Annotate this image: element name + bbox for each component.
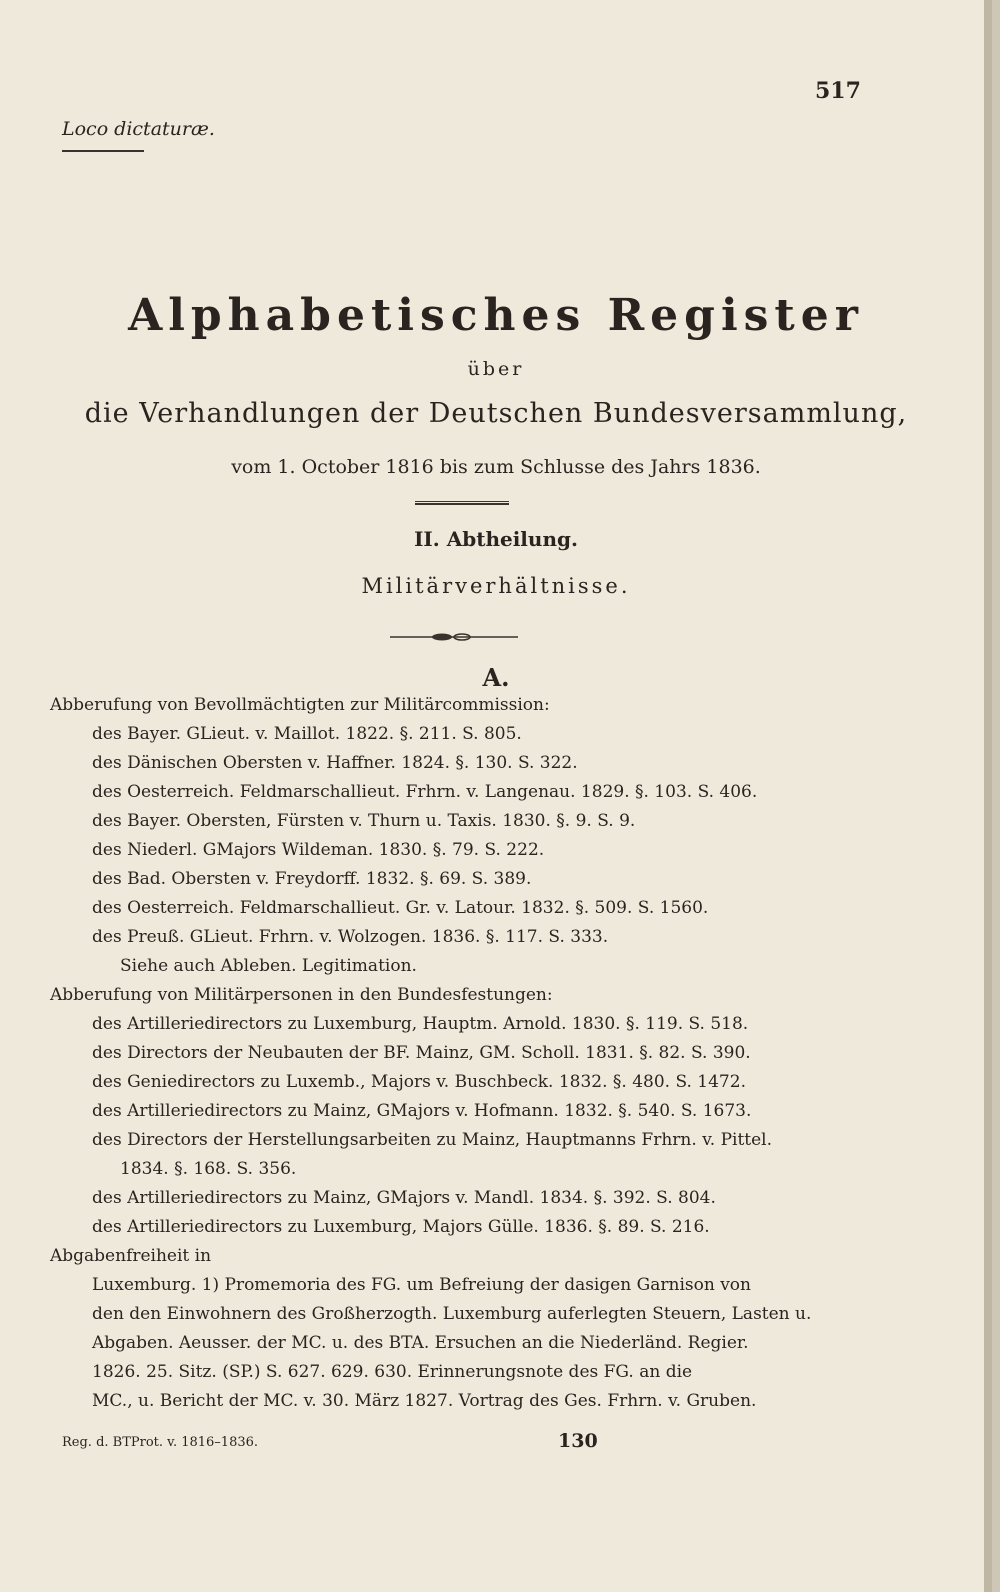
page-number: 517 <box>815 78 861 104</box>
entry-line: des Artilleriedirectors zu Luxemburg, Hauptm. Arnold. 1830. §. 119. S. 518. <box>92 1014 749 1034</box>
subtitle-line-1: die Verhandlungen der Deutschen Bundesversammlung, <box>84 398 908 429</box>
entry-paragraph-line: Luxemburg. 1) Promemoria des FG. um Befreiung der dasigen Garnison von <box>92 1275 751 1295</box>
entry-line: des Oesterreich. Feldmarschallieut. Frhrn. v. Langenau. 1829. §. 103. S. 406. <box>92 782 758 802</box>
entry-paragraph-line: den den Einwohnern des Großherzogth. Luxemburg auferlegten Steuern, Lasten u. <box>92 1304 812 1324</box>
loco-underline <box>62 150 144 152</box>
footer-sheet-number: 130 <box>558 1430 598 1452</box>
entry-paragraph-line: Abgaben. Aeusser. der MC. u. des BTA. Ersuchen an die Niederländ. Regier. <box>92 1333 749 1353</box>
entry-line: des Directors der Herstellungsarbeiten zu Mainz, Hauptmanns Frhrn. v. Pittel. <box>92 1130 773 1150</box>
see-also-line: Siehe auch Ableben. Legitimation. <box>120 956 417 976</box>
entry-line: des Preuß. GLieut. Frhrn. v. Wolzogen. 1836. §. 117. S. 333. <box>92 927 609 947</box>
entry-line: des Directors der Neubauten der BF. Mainz, GM. Scholl. 1831. §. 82. S. 390. <box>92 1043 751 1063</box>
entry-line: des Oesterreich. Feldmarschallieut. Gr. v. Latour. 1832. §. 509. S. 1560. <box>92 898 709 918</box>
title-ueber: über <box>467 358 525 380</box>
entry-heading: Abgabenfreiheit in <box>50 1246 212 1266</box>
entry-line-continued: 1834. §. 168. S. 356. <box>120 1159 297 1179</box>
entry-line: des Niederl. GMajors Wildeman. 1830. §. 79. S. 222. <box>92 840 545 860</box>
entry-line: des Bayer. Obersten, Fürsten v. Thurn u. Taxis. 1830. §. 9. S. 9. <box>92 811 636 831</box>
loco-dictaturae: Loco dictaturæ. <box>62 118 215 140</box>
entry-line: des Artilleriedirectors zu Mainz, GMajors v. Mandl. 1834. §. 392. S. 804. <box>92 1188 716 1208</box>
entry-paragraph-line: 1826. 25. Sitz. (SP.) S. 627. 629. 630. Erinnerungsnote des FG. an die <box>92 1362 693 1382</box>
entry-line: des Bad. Obersten v. Freydorff. 1832. §. 69. S. 389. <box>92 869 532 889</box>
entry-heading: Abberufung von Militärpersonen in den Bundesfestungen: <box>50 985 553 1005</box>
page-edge <box>984 0 992 1592</box>
entry-line: des Bayer. GLieut. v. Maillot. 1822. §. 211. S. 805. <box>92 724 522 744</box>
section-heading: II. Abtheilung. <box>414 527 578 551</box>
footer-signature: Reg. d. BTProt. v. 1816–1836. <box>62 1435 259 1450</box>
subtitle-line-2: vom 1. October 1816 bis zum Schlusse des Jahrs 1836. <box>231 456 761 478</box>
entry-line: des Artilleriedirectors zu Luxemburg, Majors Gülle. 1836. §. 89. S. 216. <box>92 1217 710 1237</box>
double-rule <box>415 501 509 505</box>
entry-line: des Artilleriedirectors zu Mainz, GMajors v. Hofmann. 1832. §. 540. S. 1673. <box>92 1101 752 1121</box>
register-title: Alphabetisches Register <box>128 290 864 341</box>
entry-paragraph-line: MC., u. Bericht der MC. v. 30. März 1827. Vortrag des Ges. Frhrn. v. Gruben. <box>92 1391 757 1411</box>
entry-line: des Geniedirectors zu Luxemb., Majors v. Buschbeck. 1832. §. 480. S. 1472. <box>92 1072 746 1092</box>
entry-line: des Dänischen Obersten v. Haffner. 1824. §. 130. S. 322. <box>92 753 578 773</box>
entry-heading: Abberufung von Bevollmächtigten zur Militärcommission: <box>50 695 550 715</box>
ornament-divider <box>390 632 518 642</box>
index-letter: A. <box>482 663 510 692</box>
section-title: Militärverhältnisse. <box>361 574 631 598</box>
